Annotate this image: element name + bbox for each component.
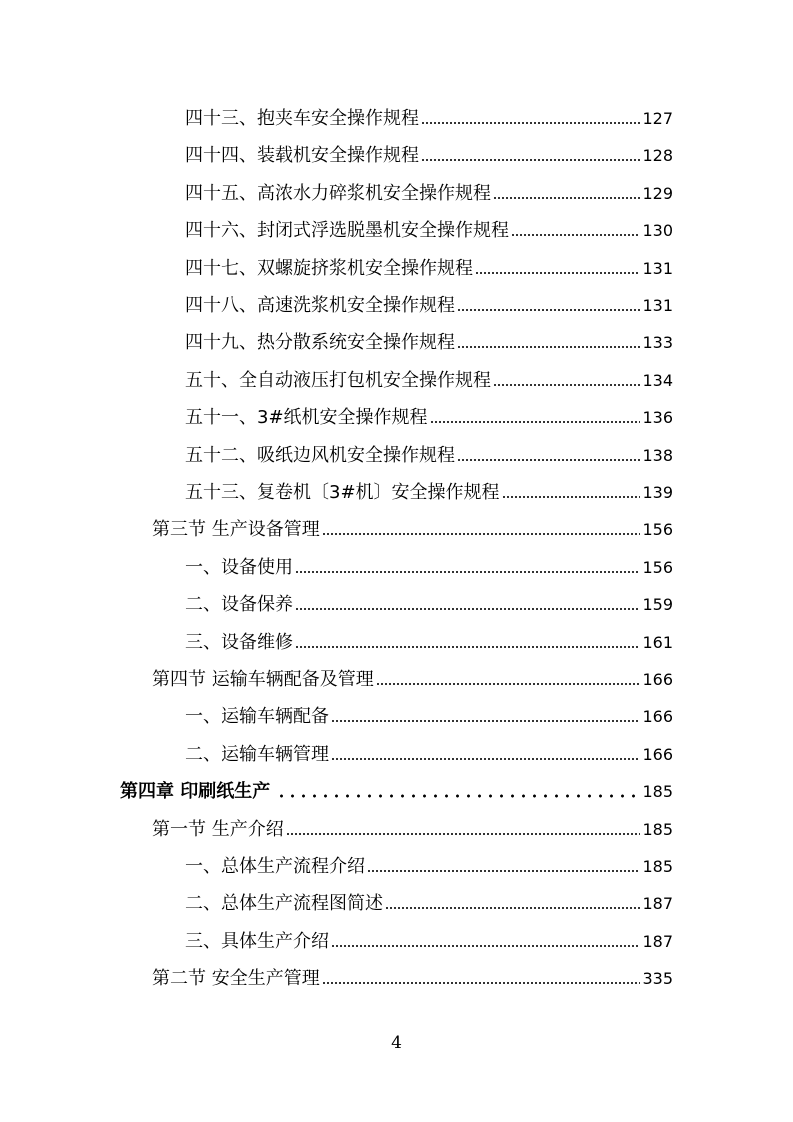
toc-entry	[185, 698, 673, 728]
toc-entry	[185, 474, 673, 504]
dot-leader	[457, 344, 640, 350]
toc-entry-page: 166	[642, 744, 673, 764]
toc-entry-page: 335	[642, 969, 673, 989]
toc-entry-page: 185	[642, 782, 673, 802]
dot-leader	[376, 681, 641, 687]
toc-entry-page: 166	[642, 670, 673, 689]
toc-entry	[185, 250, 673, 280]
toc-entry	[185, 848, 673, 878]
dot-leader	[421, 120, 640, 126]
dot-leader	[430, 419, 641, 425]
dot-leader	[475, 270, 640, 276]
toc-entry-title: 四十六、封闭式浮选脱墨机安全操作规程	[185, 220, 509, 242]
toc-entry-page: 129	[642, 183, 673, 203]
toc-entry-title: 五十三、复卷机〔3#机〕安全操作规程	[185, 482, 500, 503]
toc-entry	[185, 624, 673, 654]
dot-leader	[385, 905, 640, 911]
toc-entry	[185, 324, 673, 354]
toc-entry-page: 128	[642, 146, 673, 166]
toc-entry-title: 四十五、高浓水力碎浆机安全操作规程	[185, 182, 491, 204]
toc-entry-page: 131	[642, 258, 673, 278]
toc-entry-title: 一、总体生产流程介绍	[185, 856, 365, 877]
toc-entry-page: 159	[642, 595, 673, 615]
toc-entry-title: 二、总体生产流程图简述	[185, 893, 383, 915]
toc-entry	[185, 362, 673, 392]
toc-entry-page: 187	[642, 931, 673, 951]
toc-entry-page: 166	[642, 707, 673, 727]
toc-entry-page: 138	[642, 445, 673, 465]
dot-leader	[331, 756, 640, 762]
toc-entry-title: 二、运输车辆管理	[185, 743, 329, 765]
toc-entry	[152, 661, 673, 691]
toc-entry-title: 三、具体生产介绍	[185, 930, 329, 952]
toc-entry	[185, 885, 673, 915]
toc-entry	[185, 736, 673, 766]
toc-entry-page: 156	[642, 557, 673, 577]
toc-entry	[185, 399, 673, 429]
toc-entry	[120, 773, 673, 803]
dot-leader	[502, 494, 641, 500]
dot-leader	[331, 943, 640, 949]
toc-entry-page: 139	[642, 483, 673, 502]
dot-leader	[286, 831, 641, 837]
toc-entry-title: 五十一、3#纸机安全操作规程	[185, 407, 428, 429]
toc-entry-title: 一、运输车辆配备	[185, 706, 329, 728]
toc-entry	[152, 811, 673, 841]
dot-leader	[457, 457, 640, 463]
dot-leader	[493, 382, 640, 388]
toc-entry-page: 136	[642, 408, 673, 428]
toc-entry-title: 第四节 运输车辆配备及管理	[152, 669, 374, 690]
toc-entry-page: 156	[642, 520, 673, 540]
toc-entry-page: 130	[642, 221, 673, 241]
dot-leader	[295, 606, 640, 612]
dot-leader	[421, 157, 640, 163]
toc-entry-title: 五十、全自动液压打包机安全操作规程	[185, 369, 491, 391]
toc-entry-title: 四十三、抱夹车安全操作规程	[185, 108, 419, 129]
dot-leader	[457, 307, 640, 313]
toc-entry-title: 四十九、热分散系统安全操作规程	[185, 332, 455, 354]
dot-leader	[331, 718, 640, 724]
dot-leader	[276, 793, 636, 799]
dot-leader	[493, 195, 640, 201]
toc-entry	[185, 923, 673, 953]
toc-entry	[152, 960, 673, 990]
toc-entry-title: 四十八、高速洗浆机安全操作规程	[185, 295, 455, 316]
toc-entry-title: 第三节 生产设备管理	[152, 519, 320, 541]
dot-leader	[295, 644, 640, 650]
toc-entry	[185, 100, 673, 130]
toc-entry-page: 185	[642, 857, 673, 876]
toc-entry-page: 127	[642, 109, 673, 128]
toc-entry-title: 第一节 生产介绍	[152, 818, 284, 840]
toc-entry-page: 133	[642, 333, 673, 353]
toc-entry-page: 187	[642, 894, 673, 914]
toc-entry	[185, 212, 673, 242]
toc-entry	[152, 511, 673, 541]
page-number: 4	[391, 1033, 402, 1053]
toc-entry-page: 134	[642, 370, 673, 390]
toc-entry	[185, 586, 673, 616]
dot-leader	[322, 531, 641, 537]
dot-leader	[367, 868, 640, 874]
toc-entry-title: 四十四、装载机安全操作规程	[185, 145, 419, 167]
toc-entry	[185, 137, 673, 167]
toc-entry-title: 一、设备使用	[185, 556, 293, 578]
toc-entry	[185, 437, 673, 467]
toc-entry	[185, 549, 673, 579]
toc-entry-title: 二、设备保养	[185, 594, 293, 616]
dot-leader	[511, 232, 640, 238]
toc-entry	[185, 175, 673, 205]
toc-entry-page: 161	[642, 632, 673, 652]
toc-entry-title: 四十七、双螺旋挤浆机安全操作规程	[185, 257, 473, 279]
toc-entry-title: 第四章 印刷纸生产	[120, 781, 271, 803]
toc-entry-page: 131	[642, 296, 673, 315]
toc-entry-page: 185	[642, 819, 673, 839]
toc-entry	[185, 287, 673, 317]
toc-entry-title: 第二节 安全生产管理	[152, 968, 320, 990]
dot-leader	[322, 980, 641, 986]
dot-leader	[295, 569, 640, 575]
toc-entry-title: 三、设备维修	[185, 631, 293, 653]
toc-entry-title: 五十二、吸纸边风机安全操作规程	[185, 444, 455, 466]
